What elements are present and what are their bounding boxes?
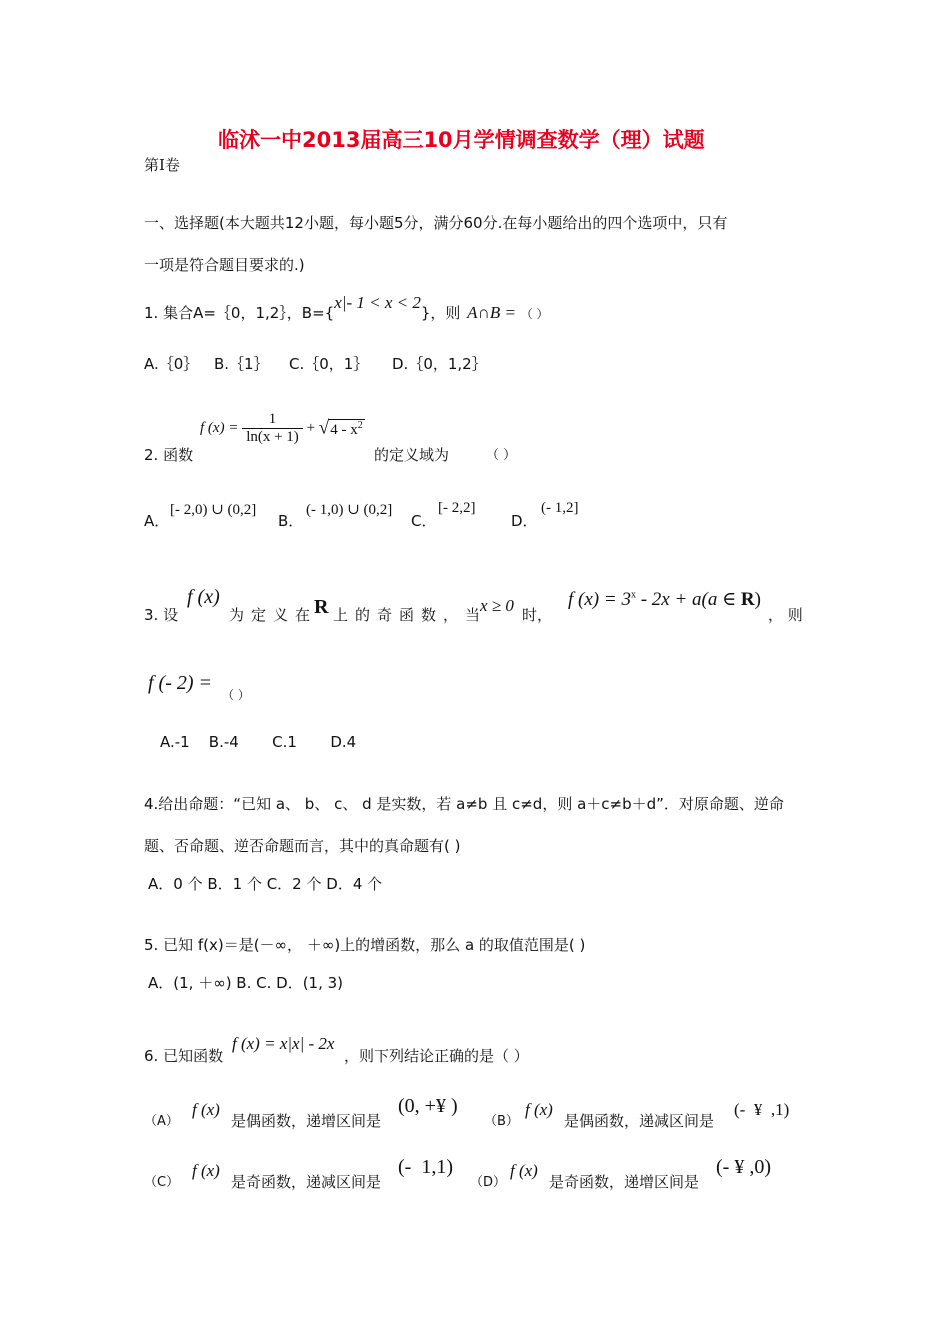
q1-option-d: D.｛0，1,2｝ xyxy=(392,355,487,373)
q2-prefix: 2. 函数 xyxy=(144,446,194,464)
q6-option-b-fx: f (x) xyxy=(525,1100,553,1119)
q1-set-expression: x|- 1 < x < 2 xyxy=(334,293,421,312)
q6-option-b-text: 是偶函数，递减区间是 xyxy=(564,1112,715,1130)
q4-options: A．0 个 B．1 个 C．2 个 D．4 个 xyxy=(148,875,383,893)
q1-answer-paren: （ ） xyxy=(520,307,549,321)
q2-option-a: [- 2,0) ∪ (0,2] xyxy=(170,502,257,518)
q3-text-2: 上的奇函数，当 xyxy=(333,606,488,624)
q6-prefix: 6. 已知函数 xyxy=(144,1047,224,1065)
q6-option-d-interval: (- ¥ ,0) xyxy=(716,1156,771,1178)
q2-option-b-label: B． xyxy=(278,512,304,530)
q6-option-d-text: 是奇函数，递增区间是 xyxy=(549,1173,700,1191)
q4-line-1: 4.给出命题：“已知 a、 b、 c、 d 是实数，若 a≠b 且 c≠d，则 a＋c≠b＋d”．对原命题、逆命 xyxy=(144,795,784,813)
section-header-line2: 一项是符合题目要求的.) xyxy=(144,256,305,274)
q3-formula: f $(x) = 3^x - 2x + a(a$ ∈ R) xyxy=(568,589,761,610)
q6-suffix: ，则下列结论正确的是（ ） xyxy=(344,1047,529,1065)
q1-option-c: C.｛0，1｝ xyxy=(289,355,369,373)
q2-option-b: (- 1,0) ∪ (0,2] xyxy=(306,502,393,518)
q6-option-c-interval: (- 1,1) xyxy=(398,1156,453,1178)
q3-R: R xyxy=(314,596,329,618)
q6-option-b-interval: (- ¥ ,1) xyxy=(734,1100,790,1119)
q3-text-1: 为定义在 xyxy=(229,606,318,624)
q2-plus: + xyxy=(306,420,316,436)
q3-condition: x ≥ 0 xyxy=(480,596,514,615)
q2-lhs: f (x) = xyxy=(200,420,239,436)
volume-label: 第Ⅰ卷 xyxy=(144,158,180,174)
q2-option-c: [- 2,2] xyxy=(438,500,476,516)
q1-option-b: B.｛1｝ xyxy=(214,355,269,373)
q2-denominator: ln(x + 1) xyxy=(246,429,299,445)
q6-option-b-label: （B） xyxy=(484,1114,519,1129)
q5-line-1: 5. 已知 f(x)＝是(－∞， ＋∞)上的增函数，那么 a 的取值范围是( ) xyxy=(144,936,586,954)
q6-option-a-text: 是偶函数，递增区间是 xyxy=(231,1112,382,1130)
q1-option-a: A.｛0｝ xyxy=(144,355,199,373)
q6-option-d-label: （D） xyxy=(470,1175,507,1190)
question-1 xyxy=(144,293,549,323)
q2-radicand: $4 - x^2$ xyxy=(330,419,363,438)
q6-option-a-label: （A） xyxy=(144,1114,179,1129)
q6-option-a-interval: (0, +¥ ) xyxy=(398,1095,458,1117)
q1-prefix: 1. 集合A=｛0，1,2｝，B={ xyxy=(144,304,335,322)
q6-option-c-fx: f (x) xyxy=(192,1161,220,1180)
q3-options: A.-1 B.-4 C.1 D.4 xyxy=(160,733,357,751)
q6-formula: f (x) = x|x| - 2x xyxy=(232,1034,335,1053)
page-title: 临沭一中2013届高三10月学情调查数学（理）试题 xyxy=(218,128,705,152)
q4-line-2: 题、否命题、逆否命题而言，其中的真命题有( ) xyxy=(144,837,461,855)
q2-option-d: (- 1,2] xyxy=(541,500,579,516)
q5-options: A．(1, ＋∞) B. C. D．(1, 3) xyxy=(148,974,344,992)
q6-option-c-label: （C） xyxy=(144,1175,180,1190)
q6-option-a-fx: f (x) xyxy=(192,1100,220,1119)
q1-intersection: A∩B = xyxy=(467,303,516,322)
q3-text-4: ， 则 xyxy=(768,606,803,624)
q2-fraction xyxy=(242,411,303,446)
q3-answer-paren: （ ） xyxy=(222,688,250,702)
q3-prefix: 3. 设 xyxy=(144,606,179,624)
q3-question: f (- 2) = xyxy=(148,672,213,694)
q2-formula xyxy=(200,411,365,446)
q2-answer-paren: （ ） xyxy=(486,448,517,463)
q2-suffix: 的定义域为 xyxy=(374,446,450,464)
q2-option-d-label: D． xyxy=(511,512,538,530)
q3-text-3: 时， xyxy=(522,606,553,624)
section-header-line1: 一、选择题(本大题共12小题，每小题5分，满分60分.在每小题给出的四个选项中，只有 xyxy=(144,214,728,232)
q1-mid: }，则 xyxy=(420,304,461,322)
q2-numerator: 1 xyxy=(242,411,303,429)
q2-option-a-label: A． xyxy=(144,512,170,530)
q2-option-c-label: C． xyxy=(411,512,437,530)
q2-radical-sign: √ xyxy=(318,417,330,439)
q3-fx: f (x) xyxy=(187,586,220,608)
q6-option-c-text: 是奇函数，递减区间是 xyxy=(231,1173,382,1191)
q6-option-d-fx: f (x) xyxy=(510,1161,538,1180)
